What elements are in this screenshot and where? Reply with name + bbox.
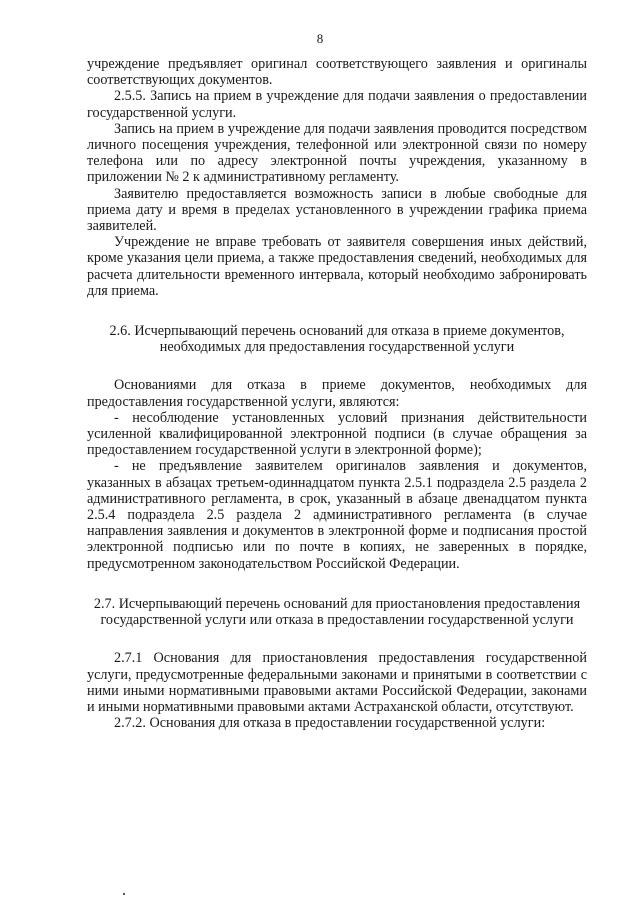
- paragraph-2-7-1: 2.7.1 Основания для приостановления предоставления государственной услуги, предусмотренные федеральными законами и принятыми в соответствии с ними иными нормативными правовыми актами Российской Федерации, законами и иными нормативными правовыми актами Астраханской области, отсутствуют.: [87, 650, 587, 715]
- spacer: [87, 628, 587, 650]
- paragraph-refusal-ground-signature: - несоблюдение установленных условий признания действительности усиленной квалифицированной электронной подписи (в случае обращения за предоставлением государственной услуги в электронной форме);: [87, 409, 587, 459]
- paragraph-appointment-options: Заявителю предоставляется возможность записи в любые свободные для приема дату и время в пределах установленного в учреждении графика приема заявителей.: [87, 185, 587, 235]
- paragraph-institution-restrictions: Учреждение не вправе требовать от заявителя совершения иных действий, кроме указания цели приема, а также предоставления сведений, необходимых для расчета длительности временного интервала, который необходимо забронировать для приема.: [87, 234, 587, 299]
- spacer: [87, 572, 587, 596]
- spacer: [87, 355, 587, 377]
- paragraph-refusal-grounds-intro: Основаниями для отказа в приеме документов, необходимых для предоставления государственной услуги, являются:: [87, 377, 587, 410]
- spacer: [87, 299, 587, 323]
- paragraph-2-7-2: 2.7.2. Основания для отказа в предоставлении государственной услуги:: [114, 715, 546, 732]
- section-heading-2-6: 2.6. Исчерпывающий перечень оснований для отказа в приеме документов, необходимых для предоставления государственной услуги: [109, 323, 565, 356]
- paragraph-2-5-5: 2.5.5. Запись на прием в учреждение для подачи заявления о предоставлении государственной услуги.: [87, 88, 587, 121]
- paragraph-appointment-methods: Запись на прием в учреждение для подачи заявления проводится посредством личного посещения учреждения, телефонной или электронной связи по номеру телефона или по адресу электронной почты учреждения, указанному в приложении № 2 к административному регламенту.: [87, 120, 587, 186]
- scan-speck: [123, 893, 125, 895]
- section-heading-2-7: 2.7. Исчерпывающий перечень оснований для приостановления предоставления государственной услуги или отказа в предоставлении государственной услуги: [93, 595, 581, 629]
- page-number: 8: [316, 31, 324, 46]
- paragraph-refusal-ground-originals: - не предъявление заявителем оригиналов заявления и документов, указанных в абзацах третьем-одиннадцатом пункта 2.5.1 подраздела 2.5 раздела 2 административного регламента, в срок, указанный в абзаце двенадцатом пункта 2.5.4 подраздела 2.5 раздела 2 административного регламента (в случае направления заявления и документов в электронной форме и подписания простой электронной подписью или по почте в копиях, не заверенных в порядке, предусмотренном законодательством Российской Федерации.: [87, 458, 587, 572]
- document-body: [87, 56, 587, 731]
- paragraph-continuation: учреждение предъявляет оригинал соответствующего заявления и оригиналы соответствующих документов.: [87, 56, 587, 89]
